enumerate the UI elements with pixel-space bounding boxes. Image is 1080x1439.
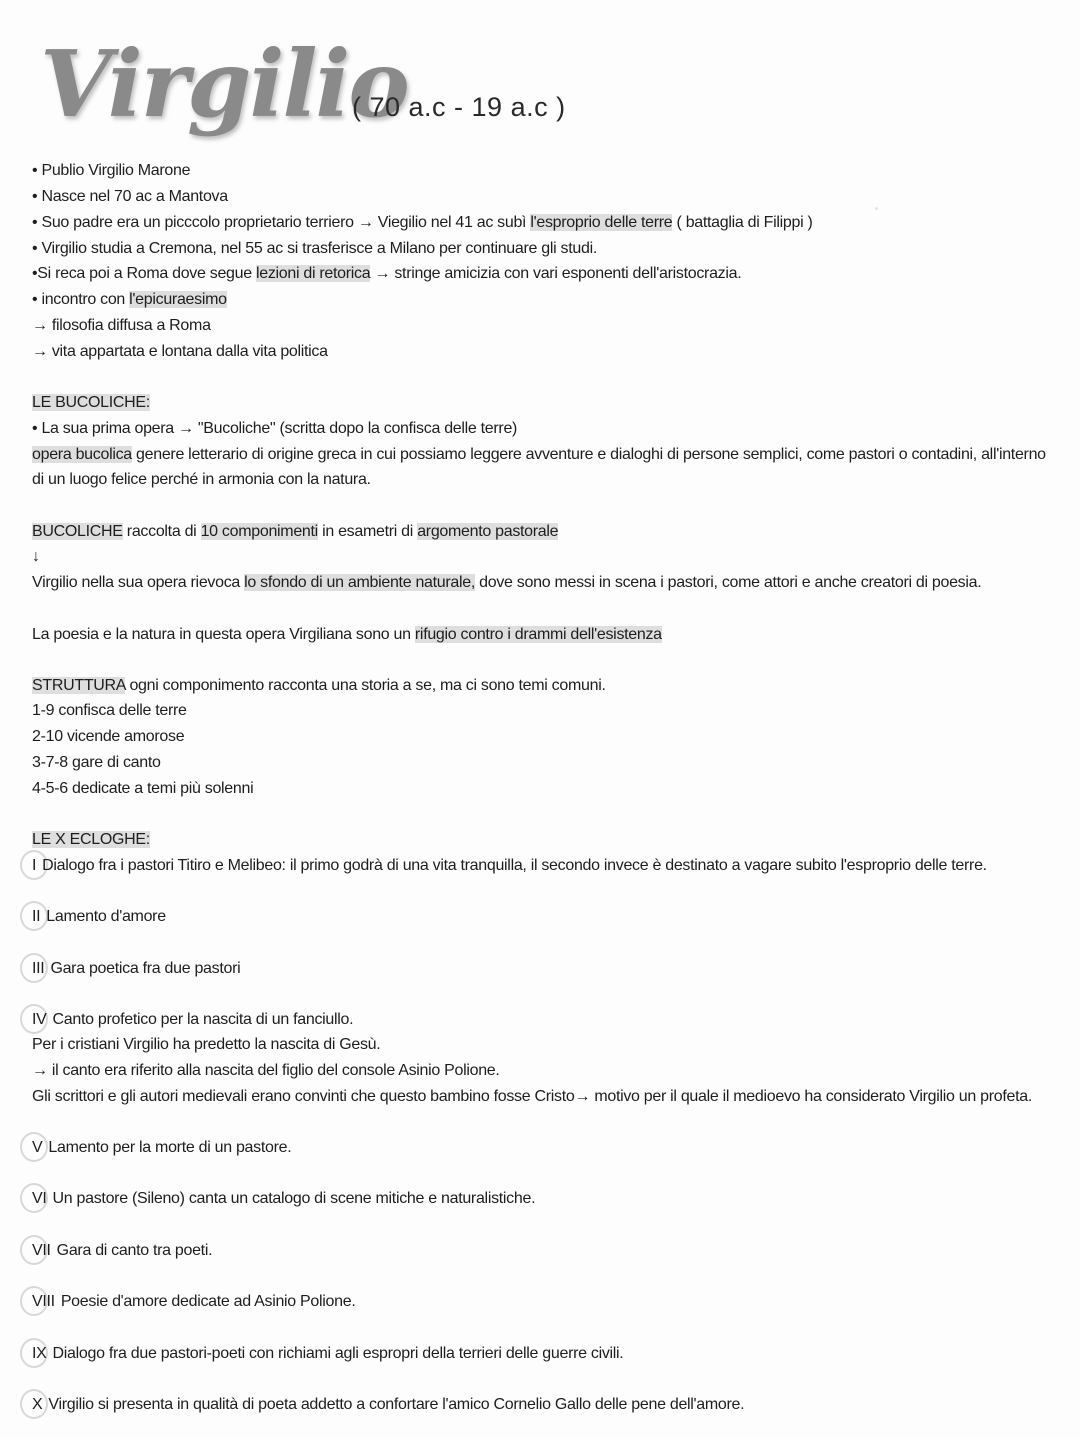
ecloga-7: VII Gara di canto tra poeti. (32, 1242, 213, 1259)
ecloga-10: X Virgilio si presenta in qualità di poeta addetto a confortare l'amico Cornelio Gallo delle pene dell'amore. (32, 1396, 745, 1413)
ecloga-8: VIII Poesie d'amore dedicate ad Asinio Polione. (32, 1293, 356, 1310)
bucoliche-raccolta: BUCOLICHE raccolta di 10 componimenti in esametri di argomento pastorale (32, 523, 559, 540)
bio-line-7: → filosofia diffusa a Roma (32, 317, 211, 334)
bio-line-6: • incontro con l'epicuraesimo (32, 291, 227, 308)
ecloga-4-note-3: Gli scrittori e gli autori medievali erano convinti che questo bambino fosse Cristo→ motivo per il quale il medioevo ha considerato Virgilio un profeta. (32, 1088, 1032, 1105)
bucoliche-sfondo: Virgilio nella sua opera rievoca lo sfondo di un ambiente naturale, dove sono messi in scena i pastori, come attori e anche creatori di poesia. (32, 574, 982, 591)
bucoliche-line-3: di un luogo felice perché in armonia con la natura. (32, 471, 371, 488)
struttura-line: STRUTTURA ogni componimento racconta una storia a se, ma ci sono temi comuni. (32, 677, 606, 694)
ecloga-4-note-2: → il canto era riferito alla nascita del figlio del console Asinio Polione. (32, 1062, 500, 1079)
bio-line-4: • Virgilio studia a Cremona, nel 55 ac si trasferisce a Milano per continuare gli studi. (32, 240, 597, 257)
ecloga-3: III Gara poetica fra due pastori (32, 960, 241, 977)
struttura-item-2: 2-10 vicende amorose (32, 728, 185, 745)
section-heading-ecloghe: LE X ECLOGHE: (32, 831, 150, 848)
page-title: Virgilio (40, 30, 408, 138)
ecloga-2: II Lamento d'amore (32, 908, 166, 925)
highlight: opera bucolica (32, 446, 132, 463)
bucoliche-line-2: opera bucolica genere letterario di origine greca in cui possiamo leggere avventure e dialoghi di persone semplici, come pastori o contadini, all'interno (32, 446, 1046, 463)
life-dates: ( 70 a.c - 19 a.c ) (352, 92, 566, 122)
down-arrow: ↓ (32, 548, 40, 565)
highlight: l'esproprio delle terre (530, 214, 673, 231)
ecloga-9: IX Dialogo fra due pastori-poeti con richiami agli espropri della terrieri delle guerre civili. (32, 1345, 624, 1362)
bio-line-5: •Si reca poi a Roma dove segue lezioni di retorica → stringe amicizia con vari esponenti dell'aristocrazia. (32, 265, 742, 282)
highlight: lezioni di retorica (256, 265, 371, 282)
bio-line-8: → vita appartata e lontana dalla vita politica (32, 343, 328, 360)
struttura-item-3: 3-7-8 gare di canto (32, 754, 161, 771)
ecloga-4: IV Canto profetico per la nascita di un fanciullo. (32, 1011, 354, 1028)
stray-dot (875, 207, 878, 210)
bio-line-1: • Publio Virgilio Marone (32, 162, 191, 179)
ecloga-6: VI Un pastore (Sileno) canta un catalogo di scene mitiche e naturalistiche. (32, 1190, 536, 1207)
highlight: l'epicuraesimo (129, 291, 227, 308)
struttura-item-1: 1-9 confisca delle terre (32, 702, 187, 719)
bio-line-3: • Suo padre era un picccolo proprietario terriero → Viegilio nel 41 ac subì l'esproprio delle terre ( battaglia di Filippi ) (32, 214, 813, 231)
bucoliche-rifugio: La poesia e la natura in questa opera Virgiliana sono un rifugio contro i drammi dell'esistenza (32, 626, 662, 643)
bio-line-2: • Nasce nel 70 ac a Mantova (32, 188, 228, 205)
ecloga-1: I Dialogo fra i pastori Titiro e Melibeo: il primo godrà di una vita tranquilla, il secondo invece è destinato a vagare subito l'esproprio delle terre. (32, 857, 987, 874)
bucoliche-line-1: • La sua prima opera → "Bucoliche" (scritta dopo la confisca delle terre) (32, 420, 518, 437)
ecloga-4-note-1: Per i cristiani Virgilio ha predetto la nascita di Gesù. (32, 1036, 381, 1053)
struttura-item-4: 4-5-6 dedicate a temi più solenni (32, 780, 254, 797)
ecloga-5: V Lamento per la morte di un pastore. (32, 1139, 292, 1156)
section-heading-bucoliche: LE BUCOLICHE: (32, 394, 150, 411)
